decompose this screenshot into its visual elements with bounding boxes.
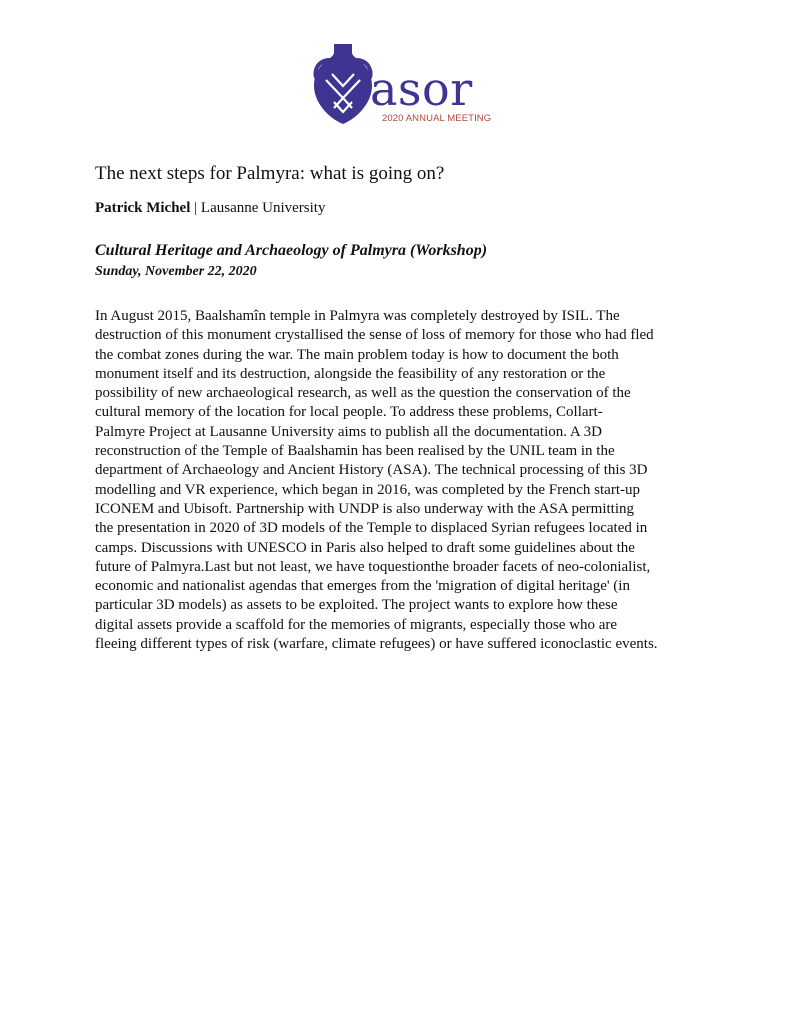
author-name: Patrick Michel bbox=[95, 200, 191, 216]
abstract-line: In August 2015, Baalshamîn temple in Palmyra was completely destroyed by ISIL. The bbox=[95, 308, 620, 324]
paper-title: The next steps for Palmyra: what is going on? bbox=[95, 163, 445, 184]
abstract-line: destruction of this monument crystallised the sense of loss of memory for those who had fled bbox=[95, 327, 654, 344]
abstract-line: digital assets provide a scaffold for the memories of migrants, especially those who are bbox=[95, 616, 618, 633]
abstract-line: particular 3D models) as assets to be exploited. The project wants to explore how these bbox=[95, 597, 618, 614]
abstract-line: the presentation in 2020 of 3D models of the Temple to displaced Syrian refugees located in bbox=[95, 520, 648, 537]
abstract-line: reconstruction of the Temple of Baalshamin has been realised by the UNIL team in the bbox=[95, 443, 615, 460]
abstract-text bbox=[95, 307, 705, 654]
asor-logo bbox=[312, 40, 492, 130]
abstract-line: ICONEM and Ubisoft. Partnership with UNDP is also underway with the ASA permitting bbox=[95, 500, 634, 517]
author-separator: | bbox=[190, 200, 201, 216]
abstract-line: economic and nationalist agendas that emerges from the 'migration of digital heritage' (in bbox=[95, 578, 630, 595]
abstract-line: department of Archaeology and Ancient History (ASA). The technical processing of this 3D bbox=[95, 462, 648, 479]
abstract-line: fleeing different types of risk (warfare, climate refugees) or have suffered iconoclastic events. bbox=[95, 636, 658, 653]
abstract-line: future of Palmyra.Last but not least, we have toquestionthe broader facets of neo-colonialist, bbox=[95, 558, 651, 575]
abstract-line: monument itself and its destruction, alongside the feasibility of any restoration or the bbox=[95, 365, 606, 382]
logo-subtitle: 2020 ANNUAL MEETING bbox=[382, 113, 492, 124]
vase-logo-icon bbox=[312, 40, 374, 126]
abstract-line: cultural memory of the location for local people. To address these problems, Collart- bbox=[95, 404, 603, 421]
session-title: Cultural Heritage and Archaeology of Palmyra (Workshop) bbox=[95, 242, 488, 259]
abstract-line: the combat zones during the war. The main problem today is how to document the both bbox=[95, 346, 619, 363]
author-affiliation: Lausanne University bbox=[200, 200, 326, 216]
session-date: Sunday, November 22, 2020 bbox=[95, 264, 257, 279]
abstract-line: possibility of new archaeological research, as well as the question the conservation of the bbox=[95, 385, 631, 402]
author-line bbox=[95, 198, 325, 218]
logo-wordmark: asor bbox=[370, 62, 473, 116]
abstract-line: camps. Discussions with UNESCO in Paris also helped to draft some guidelines about the bbox=[95, 539, 635, 556]
abstract-line: Palmyre Project at Lausanne University aims to publish all the documentation. A 3D bbox=[95, 423, 602, 440]
abstract-line: modelling and VR experience, which began in 2016, was completed by the French start-up bbox=[95, 481, 640, 498]
